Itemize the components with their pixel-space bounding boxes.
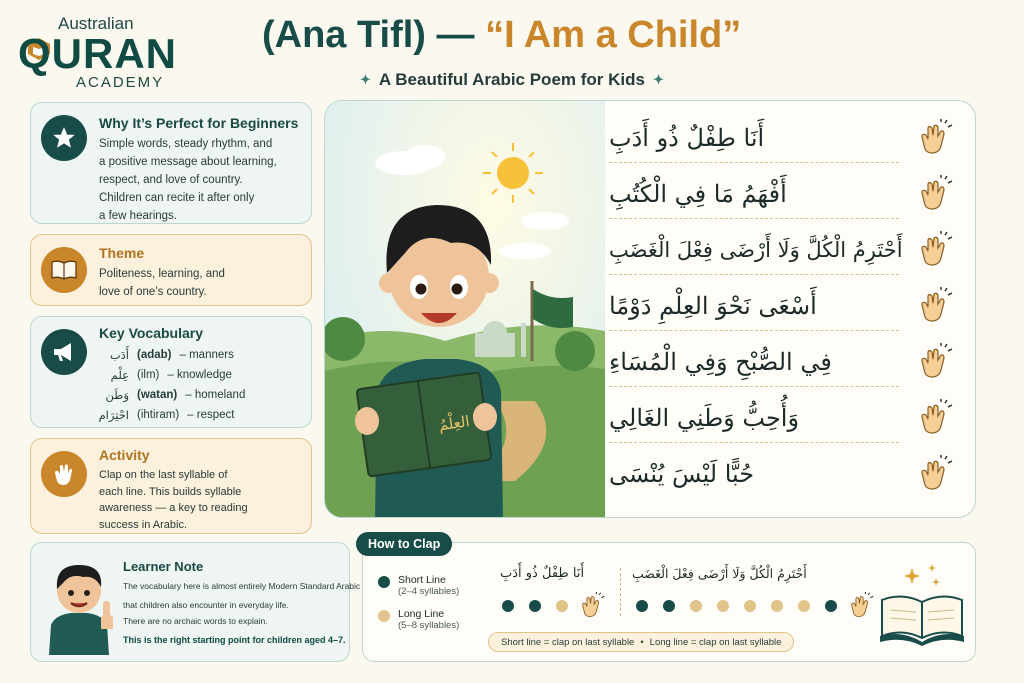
page-title [262, 14, 741, 57]
note-line: There are no archaic words to explain. [123, 616, 268, 626]
clapping-hands-icon [917, 231, 953, 267]
clapping-hands-icon [848, 592, 874, 622]
page-subtitle [360, 70, 664, 90]
megaphone-icon [41, 329, 87, 375]
text-line: Children can recite it after only [99, 192, 255, 204]
beat-dot [717, 600, 729, 612]
text-line: respect, and love of country. [99, 174, 243, 186]
legend-range: (5–8 syllables) [398, 620, 460, 631]
vocab-meaning: – respect [187, 409, 235, 421]
poem-line: وَأُحِبُّ وَطَنِي الغَالِي [609, 393, 899, 443]
vocab-transliteration: (ilm) [137, 369, 160, 381]
open-book-sparkles-icon [878, 560, 968, 646]
clap-legend-pill [488, 632, 794, 652]
text-line: Simple words, steady rhythm, and [99, 138, 273, 150]
activity-card [30, 438, 312, 534]
theme-text [99, 265, 225, 301]
how-to-clap-tag: How to Clap [356, 532, 452, 556]
clapping-hands-icon [41, 451, 87, 497]
theme-card [30, 234, 312, 306]
open-book-icon [41, 247, 87, 293]
vocabulary-card [30, 316, 312, 428]
vocabulary-title: Key Vocabulary [99, 325, 204, 341]
short-line-legend [398, 574, 459, 597]
beat-dot [744, 600, 756, 612]
text-line: a few hearings. [99, 210, 177, 222]
beat-dot [825, 600, 837, 612]
vocab-item [97, 385, 245, 405]
vocab-meaning: – homeland [185, 389, 246, 401]
child-reading-illustration [325, 101, 605, 518]
sparkle-icon: ✦ [652, 72, 664, 87]
academy-logo[interactable] [18, 12, 186, 96]
poem-line: حُبًّا لَيْسَ يُنْسَى [609, 460, 755, 488]
beat-dot [556, 600, 568, 612]
text-line: each line. This builds syllable [99, 485, 242, 498]
beat-dot [636, 600, 648, 612]
beginners-text [99, 135, 277, 225]
legend-label: Short Line [398, 574, 446, 586]
example-divider [620, 568, 621, 616]
legend-short-text: Short line = clap on last syllable [501, 636, 635, 648]
text-line: Politeness, learning, and [99, 268, 225, 280]
short-line-example: أَنَا طِفْلٌ ذُو أَدَبِ [500, 566, 585, 581]
vocabulary-list [97, 345, 245, 425]
beat-dot [798, 600, 810, 612]
vocab-meaning: – manners [179, 349, 234, 361]
logo-text-main: QURAN [18, 30, 177, 77]
learner-note-card [30, 542, 361, 662]
note-line: that children also encounter in everyday life. [123, 600, 289, 610]
short-line-dot-icon [378, 576, 390, 588]
logo-text-bottom: ACADEMY [76, 74, 165, 91]
vocab-meaning: – knowledge [167, 369, 232, 381]
poem-line: أَحْتَرِمُ الْكُلَّ وَلَا أَرْضَى فِعْلَ الْغَضَبِ [609, 225, 899, 275]
legend-separator: • [640, 636, 644, 648]
theme-title: Theme [99, 245, 145, 261]
vocab-transliteration: (watan) [137, 389, 178, 401]
vocab-arabic: احْتِرَام [98, 408, 129, 422]
beat-dot [529, 600, 541, 612]
title-transliteration: (Ana Tifl) — [262, 14, 486, 56]
beginners-title: Why It’s Perfect for Beginners [99, 115, 299, 131]
vocab-transliteration: (adab) [137, 349, 172, 361]
clapping-hands-icon [917, 287, 953, 323]
beginners-card [30, 102, 312, 224]
vocab-arabic: عِلْم [110, 368, 129, 382]
vocab-arabic: أَدَب [109, 348, 129, 362]
note-line: The vocabulary here is almost entirely Modern Standard Arabic [123, 581, 361, 591]
long-line-dot-icon [378, 610, 390, 622]
note-emphasis: This is the right starting point for children aged 4–7. [123, 635, 346, 645]
text-line: Clap on the last syllable of [99, 469, 228, 481]
clapping-hands-icon [917, 399, 953, 435]
learner-note-title: Learner Note [123, 559, 204, 574]
text-line: a positive message about learning, [99, 156, 277, 168]
legend-label: Long Line [398, 608, 445, 620]
poem-line: أَفْهَمُ مَا فِي الْكُتُبِ [609, 169, 899, 219]
beat-dot [690, 600, 702, 612]
subtitle-text: A Beautiful Arabic Poem for Kids [378, 70, 645, 89]
vocab-transliteration: (ihtiram) [137, 409, 180, 421]
beat-dot [771, 600, 783, 612]
clapping-hands-icon [917, 455, 953, 491]
sparkle-icon: ✦ [360, 72, 371, 87]
vocab-arabic: وَطَن [105, 388, 129, 402]
vocab-item [97, 365, 245, 385]
title-english: “I Am a Child” [485, 14, 742, 56]
poem-line: أَسْعَى نَحْوَ العِلْمِ دَوْمًا [609, 281, 899, 331]
poem-line: أَنَا طِفْلٌ ذُو أَدَبِ [609, 113, 899, 163]
activity-title: Activity [99, 447, 150, 463]
long-line-example: أَحْتَرِمُ الْكُلَّ وَلَا أَرْضَى فِعْلَ الْغَضَبِ [632, 566, 807, 581]
clapping-hands-icon [579, 592, 605, 622]
text-line: awareness — a key to reading [99, 502, 248, 514]
beat-dot [502, 600, 514, 612]
vocab-item [97, 405, 245, 425]
vocab-item [97, 345, 245, 365]
book-cover-text: العِلْمُ [437, 412, 471, 435]
activity-text [99, 467, 248, 533]
clapping-hands-icon [917, 119, 953, 155]
logo-text-top: Australian [58, 14, 134, 33]
text-line: love of one’s country. [99, 286, 207, 298]
clapping-hands-icon [917, 175, 953, 211]
poem-line: فِي الصُّبْحِ وَفِي الْمُسَاءِ [609, 337, 899, 387]
star-icon [41, 115, 87, 161]
text-line: success in Arabic. [99, 518, 188, 531]
child-pointing-illustration [41, 553, 117, 655]
beat-dot [663, 600, 675, 612]
poem-panel [324, 100, 976, 518]
legend-range: (2–4 syllables) [398, 586, 460, 597]
legend-long-text: Long line = clap on last syllable [649, 636, 782, 648]
long-line-legend [398, 608, 459, 631]
clapping-hands-icon [917, 343, 953, 379]
